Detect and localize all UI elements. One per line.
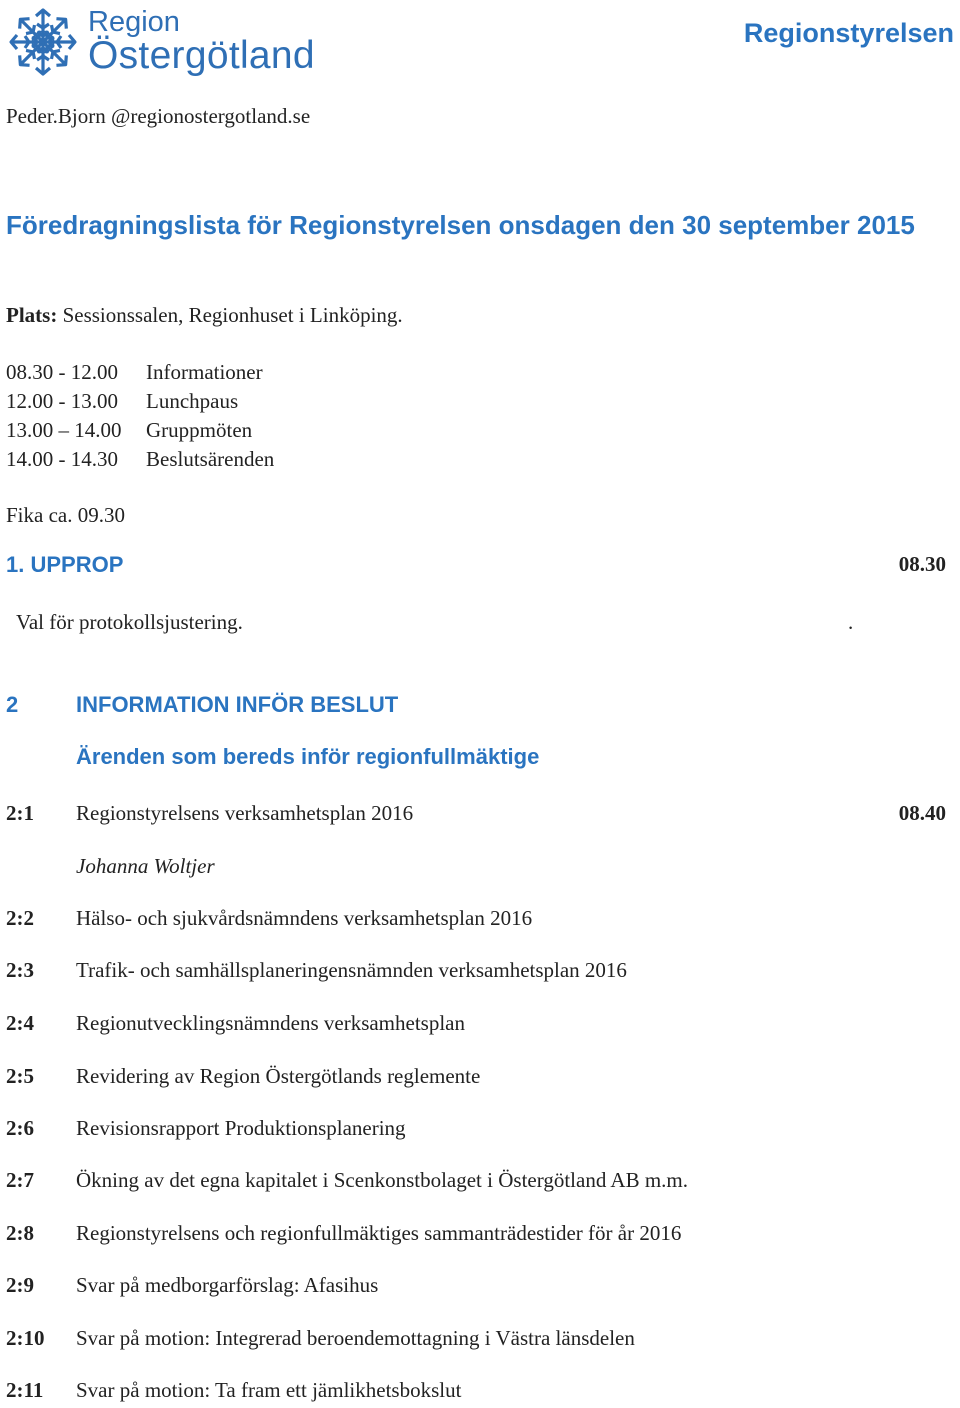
contact-email[interactable]: Peder.Bjorn @regionostergotland.se: [6, 104, 311, 128]
section-1-sub: Val för protokollsjustering.: [16, 610, 243, 634]
schedule-activity: Beslutsärenden: [146, 447, 275, 471]
meeting-place: [6, 303, 403, 328]
agenda-item-text: Svar på motion: Ta fram ett jämlikhetsbokslut: [76, 1378, 462, 1402]
schedule-time: 14.00 - 14.30: [6, 447, 118, 471]
agenda-item: [6, 1221, 946, 1251]
agenda-item: [6, 958, 946, 988]
section-2-number: 2: [6, 692, 19, 717]
place-value: Sessionssalen, Regionhuset i Linköping.: [62, 303, 403, 327]
agenda-item: [6, 1378, 946, 1408]
agenda-item-text: Svar på medborgarförslag: Afasihus: [76, 1273, 379, 1297]
place-label: Plats:: [6, 303, 58, 327]
agenda-item: [6, 1168, 946, 1198]
schedule-activity: Gruppmöten: [146, 418, 253, 442]
agenda-item-number: 2:4: [6, 1011, 34, 1035]
agenda-item: [6, 1116, 946, 1146]
agenda-item: [6, 906, 946, 936]
agenda-item-text: Svar på motion: Integrerad beroendemottagning i Västra länsdelen: [76, 1326, 635, 1350]
agenda-item-text: Ökning av det egna kapitalet i Scenkonstbolaget i Östergötland AB m.m.: [76, 1168, 689, 1192]
agenda-item-time: 08.40: [898, 801, 946, 825]
schedule-row: [6, 389, 238, 414]
schedule-time: 13.00 – 14.00: [6, 418, 122, 442]
document-title: Föredragningslista för Regionstyrelsen onsdagen den 30 september 2015: [6, 210, 915, 240]
agenda-item: [6, 1273, 946, 1303]
schedule-activity: Informationer: [146, 360, 263, 384]
schedule-row: [6, 447, 274, 472]
section-1-time: 08.30: [898, 552, 946, 576]
agenda-item-number: 2:2: [6, 906, 34, 930]
agenda-item: [6, 1064, 946, 1094]
logo-text-ostergotland: Östergötland: [88, 34, 315, 77]
agenda-item-number: 2:10: [6, 1326, 45, 1350]
agenda-item: [6, 801, 946, 831]
snowflake-logo-icon: [4, 4, 82, 80]
schedule-activity: Lunchpaus: [146, 389, 239, 413]
section-2-heading: INFORMATION INFÖR BESLUT: [76, 692, 399, 717]
agenda-item-number: 2:8: [6, 1221, 34, 1245]
agenda-item-text: Trafik- och samhällsplaneringensnämnden verksamhetsplan 2016: [76, 958, 627, 982]
agenda-item-number: 2:3: [6, 958, 34, 982]
agenda-item-text: Revidering av Region Östergötlands reglemente: [76, 1064, 481, 1088]
agenda-item-number: 2:7: [6, 1168, 34, 1192]
agenda-item-number: 2:9: [6, 1273, 34, 1297]
agenda-item-presenter: Johanna Woltjer: [76, 854, 215, 878]
agenda-item: [6, 1326, 946, 1356]
section-2-subheading: Ärenden som bereds inför regionfullmäktige: [76, 744, 540, 769]
agenda-item-number: 2:5: [6, 1064, 34, 1088]
agenda-item-text: Hälso- och sjukvårdsnämndens verksamhetsplan 2016: [76, 906, 533, 930]
agenda-item-text: Regionutvecklingsnämndens verksamhetsplan: [76, 1011, 466, 1035]
agenda-item-text: Regionstyrelsens verksamhetsplan 2016: [76, 801, 414, 825]
schedule-time: 12.00 - 13.00: [6, 389, 118, 413]
schedule-row: [6, 418, 252, 443]
schedule-row: [6, 360, 263, 385]
section-1-sub-dot: .: [848, 610, 854, 634]
logo-text-region: Region: [88, 6, 180, 38]
agenda-item-text: Revisionsrapport Produktionsplanering: [76, 1116, 406, 1140]
agenda-item-number: 2:11: [6, 1378, 44, 1402]
section-1-heading: 1. UPPROP: [6, 552, 124, 577]
agenda-item-number: 2:1: [6, 801, 34, 825]
header-title: Regionstyrelsen: [743, 18, 954, 48]
agenda-item-number: 2:6: [6, 1116, 34, 1140]
region-logo: [4, 4, 324, 80]
agenda-item: [6, 1011, 946, 1041]
fika-note: Fika ca. 09.30: [6, 503, 125, 527]
schedule-time: 08.30 - 12.00: [6, 360, 118, 384]
agenda-item-text: Regionstyrelsens och regionfullmäktiges sammanträdestider för år 2016: [76, 1221, 682, 1245]
